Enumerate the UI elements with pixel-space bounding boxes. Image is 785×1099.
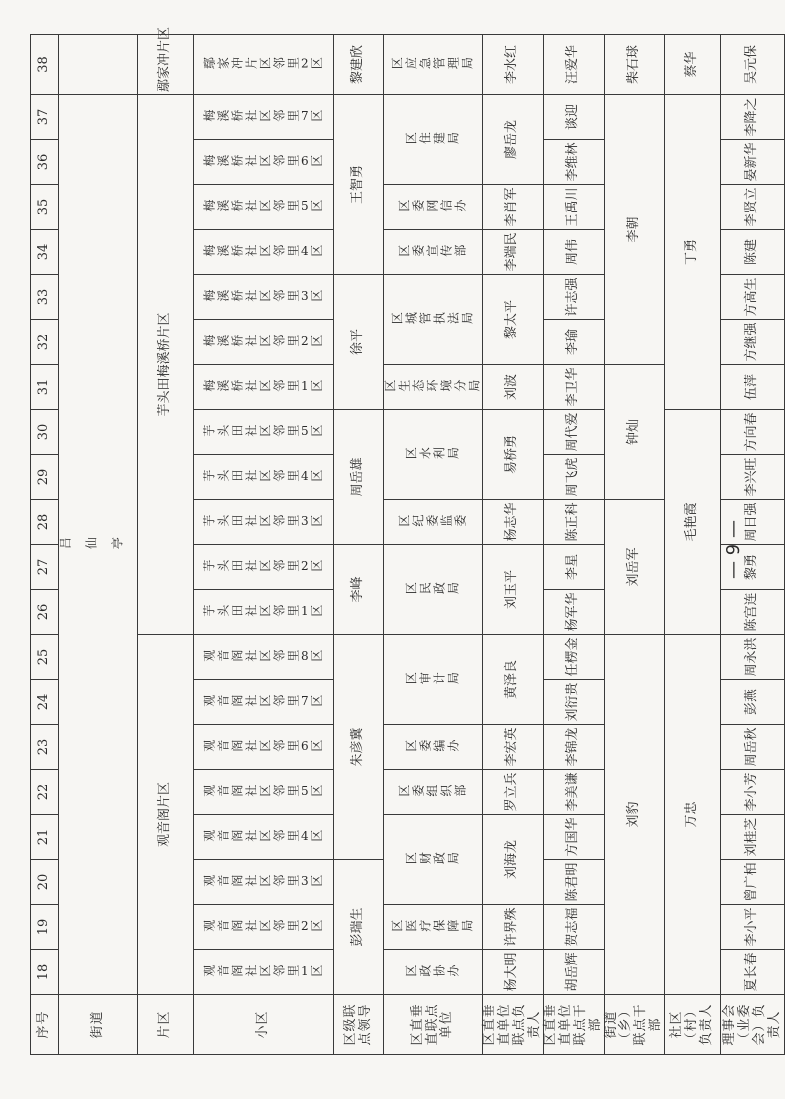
council-cell: 吴元保 xyxy=(721,35,785,95)
unit-head-h29: 易桥勇 xyxy=(483,410,544,500)
unit-cadre-cell: 刘衍贵 xyxy=(543,680,604,725)
council-cell: 黎勇 xyxy=(721,545,785,590)
unit-u28: 区纪委监委 xyxy=(384,500,483,545)
unit-cadre-cell: 李维林 xyxy=(543,140,604,185)
seq-cell: 34 xyxy=(31,230,59,275)
council-cell: 周永洪 xyxy=(721,635,785,680)
unit-cadre-cell: 贺志福 xyxy=(543,905,604,950)
unit-cadre-cell: 胡岳辉 xyxy=(543,950,604,995)
seq-cell: 20 xyxy=(31,860,59,905)
street-cadre-s2: 刘岳军 xyxy=(604,500,665,635)
community-cell: 芋头田社区邻里2区 xyxy=(194,545,334,590)
unit-cadre-cell: 李卫华 xyxy=(543,365,604,410)
unit-head-h38: 李水红 xyxy=(483,35,544,95)
unit-cadre-cell: 谈迎 xyxy=(543,95,604,140)
seq-cell: 38 xyxy=(31,35,59,95)
unit-cadre-cell: 李美谦 xyxy=(543,770,604,815)
unit-u32: 区城管执法局 xyxy=(384,275,483,365)
leader-l2: 朱彦冀 xyxy=(334,635,384,860)
community-cell: 观音阁社区邻里5区 xyxy=(194,770,334,815)
unit-u38: 区应急管理局 xyxy=(384,35,483,95)
unit-u31: 区生态环境分局 xyxy=(384,365,483,410)
unit-head-h32: 黎太平 xyxy=(483,275,544,365)
area-row xyxy=(138,35,194,1055)
seq-cell: 31 xyxy=(31,365,59,410)
leader-l7: 黎建欣 xyxy=(334,35,384,95)
council-cell: 方高生 xyxy=(721,275,785,320)
unit-head-h24: 黄泽良 xyxy=(483,635,544,725)
unit-u23: 区委编办 xyxy=(384,725,483,770)
council-cell: 陈宫连 xyxy=(721,590,785,635)
unit-cadre-cell: 李锦龙 xyxy=(543,725,604,770)
seq-cell: 21 xyxy=(31,815,59,860)
seq-cell: 24 xyxy=(31,680,59,725)
unit-u22: 区委组织部 xyxy=(384,770,483,815)
leader-row xyxy=(334,35,384,1055)
header-district_leader: 区级联点领导 xyxy=(334,995,384,1055)
seq-cell: 26 xyxy=(31,590,59,635)
community-cell: 鄢家冲片区邻里2区 xyxy=(194,35,334,95)
unit-u20: 区财政局 xyxy=(384,815,483,905)
community-row xyxy=(194,35,334,1055)
unit-head-h19: 许界殊 xyxy=(483,905,544,950)
community-cell: 梅溪桥社区邻里7区 xyxy=(194,95,334,140)
unit-head-h28: 杨志华 xyxy=(483,500,544,545)
unit-u29: 区水利局 xyxy=(384,410,483,500)
unit-u26: 区民政局 xyxy=(384,545,483,635)
unit-u36: 区住建局 xyxy=(384,95,483,185)
council-cell: 李小平 xyxy=(721,905,785,950)
unit-u19: 区医疗保障局 xyxy=(384,905,483,950)
unit-u35: 区委网信办 xyxy=(384,185,483,230)
unit-cadre-cell: 王禹川 xyxy=(543,185,604,230)
header-street: 街道 xyxy=(59,995,138,1055)
community-cell: 观音阁社区邻里6区 xyxy=(194,725,334,770)
area-meixiqiao: 芋头田梅溪桥片区 xyxy=(138,95,194,635)
unit-head-h26: 刘玉平 xyxy=(483,545,544,635)
area-yanjiachong: 鄢家冲片区 xyxy=(138,35,194,95)
assignment-table xyxy=(30,26,785,1055)
unit-u18: 区政协办 xyxy=(384,950,483,995)
seq-cell: 36 xyxy=(31,140,59,185)
council-cell: 周日强 xyxy=(721,500,785,545)
seq-cell: 23 xyxy=(31,725,59,770)
seq-cell: 29 xyxy=(31,455,59,500)
community-cell: 观音阁社区邻里1区 xyxy=(194,950,334,995)
community-cell: 梅溪桥社区邻里6区 xyxy=(194,140,334,185)
unit-cadre-cell: 陈君明 xyxy=(543,860,604,905)
unit-head-h22: 罗立兵 xyxy=(483,770,544,815)
seq-cell: 19 xyxy=(31,905,59,950)
street-cadre-s5: 柴石球 xyxy=(604,35,665,95)
seq-cell: 22 xyxy=(31,770,59,815)
unit-cadre-cell: 李瑜 xyxy=(543,320,604,365)
unit-u24: 区审计局 xyxy=(384,635,483,725)
village-head-v1: 万忠 xyxy=(665,635,721,995)
unit-cadre-cell: 杨军华 xyxy=(543,590,604,635)
community-cell: 梅溪桥社区邻里5区 xyxy=(194,185,334,230)
street-cadre-s3: 钟灿 xyxy=(604,365,665,500)
community-cell: 芋头田社区邻里5区 xyxy=(194,410,334,455)
unit-cadre-cell: 李星 xyxy=(543,545,604,590)
header-unit_head: 区直垂直单位联点负责人 xyxy=(483,995,544,1055)
council-cell: 李兴旺 xyxy=(721,455,785,500)
community-cell: 观音阁社区邻里2区 xyxy=(194,905,334,950)
leader-l3: 李峰 xyxy=(334,545,384,635)
leader-l4: 周岳雄 xyxy=(334,410,384,545)
community-cell: 观音阁社区邻里8区 xyxy=(194,635,334,680)
council-cell: 曾广柏 xyxy=(721,860,785,905)
seq-cell: 25 xyxy=(31,635,59,680)
seq-cell: 30 xyxy=(31,410,59,455)
leader-l6: 王智勇 xyxy=(334,95,384,275)
unit-cadre-cell: 任楞金 xyxy=(543,635,604,680)
community-cell: 观音阁社区邻里7区 xyxy=(194,680,334,725)
header-council_head: 理事会（业委会）负责人 xyxy=(721,995,785,1055)
community-cell: 梅溪桥社区邻里3区 xyxy=(194,275,334,320)
unit-cadre-cell: 方国华 xyxy=(543,815,604,860)
seq-cell: 28 xyxy=(31,500,59,545)
seq-cell: 32 xyxy=(31,320,59,365)
council-cell: 方向春 xyxy=(721,410,785,455)
leader-l5: 徐平 xyxy=(334,275,384,410)
community-cell: 梅溪桥社区邻里1区 xyxy=(194,365,334,410)
seq-row xyxy=(31,35,59,1055)
council-cell: 李小芳 xyxy=(721,770,785,815)
council-cell: 夏长春 xyxy=(721,950,785,995)
header-unit: 区直垂直联点单位 xyxy=(384,995,483,1055)
street-row xyxy=(59,35,138,1055)
seq-cell: 35 xyxy=(31,185,59,230)
council-cell: 李降之 xyxy=(721,95,785,140)
unit-head-h23: 李宏英 xyxy=(483,725,544,770)
header-unit_cadre: 区直垂直单位联点干部 xyxy=(543,995,604,1055)
header-street_cadre: 街道（乡）联点干部 xyxy=(604,995,665,1055)
council-cell: 晏新华 xyxy=(721,140,785,185)
community-cell: 观音阁社区邻里3区 xyxy=(194,860,334,905)
unit-u34: 区委宣传部 xyxy=(384,230,483,275)
unit-head-h31: 刘波 xyxy=(483,365,544,410)
community-cell: 芋头田社区邻里1区 xyxy=(194,590,334,635)
header-seq: 序号 xyxy=(31,995,59,1055)
header-village_head: 社区（村）负责人 xyxy=(665,995,721,1055)
village-head-v4: 蔡华 xyxy=(665,35,721,95)
council-cell: 刘桂芝 xyxy=(721,815,785,860)
community-cell: 梅溪桥社区邻里2区 xyxy=(194,320,334,365)
street-cadre-s4: 李朝 xyxy=(604,95,665,365)
council-cell: 陈建 xyxy=(721,230,785,275)
council-cell: 李贤立 xyxy=(721,185,785,230)
unit-cadre-cell: 许志强 xyxy=(543,275,604,320)
community-cell: 芋头田社区邻里3区 xyxy=(194,500,334,545)
header-area: 片区 xyxy=(138,995,194,1055)
unit-head-h20: 刘海龙 xyxy=(483,815,544,905)
community-cell: 观音阁社区邻里4区 xyxy=(194,815,334,860)
seq-cell: 37 xyxy=(31,95,59,140)
seq-cell: 18 xyxy=(31,950,59,995)
village-head-v3: 丁勇 xyxy=(665,95,721,410)
unit-head-h36: 廖岳龙 xyxy=(483,95,544,185)
unit-head-h18: 杨大明 xyxy=(483,950,544,995)
street-cadre-row xyxy=(604,35,665,1055)
unit-head-h34: 李端民 xyxy=(483,230,544,275)
council-cell: 彭燕 xyxy=(721,680,785,725)
council-cell: 周岳秋 xyxy=(721,725,785,770)
unit-cadre-cell: 周飞虎 xyxy=(543,455,604,500)
unit-cadre-cell: 周代爱 xyxy=(543,410,604,455)
street-blank xyxy=(59,35,138,95)
unit-row xyxy=(384,35,483,1055)
page-number xyxy=(704,0,763,1099)
seq-cell: 27 xyxy=(31,545,59,590)
header-community: 小区 xyxy=(194,995,334,1055)
street-name: 吕仙亭 xyxy=(59,95,138,995)
unit-cadre-row xyxy=(543,35,604,1055)
unit-cadre-cell: 陈正科 xyxy=(543,500,604,545)
area-guanyinge: 观音阁片区 xyxy=(138,635,194,995)
leader-l1: 彭瑞生 xyxy=(334,860,384,995)
community-cell: 梅溪桥社区邻里4区 xyxy=(194,230,334,275)
rotated-table-container xyxy=(30,26,782,1055)
page-number-text: — 9 — xyxy=(722,520,744,579)
village-head-v2: 毛艳霞 xyxy=(665,410,721,635)
unit-cadre-cell: 汪爱华 xyxy=(543,35,604,95)
unit-head-row xyxy=(483,35,544,1055)
street-cadre-s1: 刘豹 xyxy=(604,635,665,995)
council-cell: 伍萍 xyxy=(721,365,785,410)
unit-cadre-cell: 周伟 xyxy=(543,230,604,275)
seq-cell: 33 xyxy=(31,275,59,320)
community-cell: 芋头田社区邻里4区 xyxy=(194,455,334,500)
unit-head-h35: 李肖军 xyxy=(483,185,544,230)
council-cell: 方继强 xyxy=(721,320,785,365)
